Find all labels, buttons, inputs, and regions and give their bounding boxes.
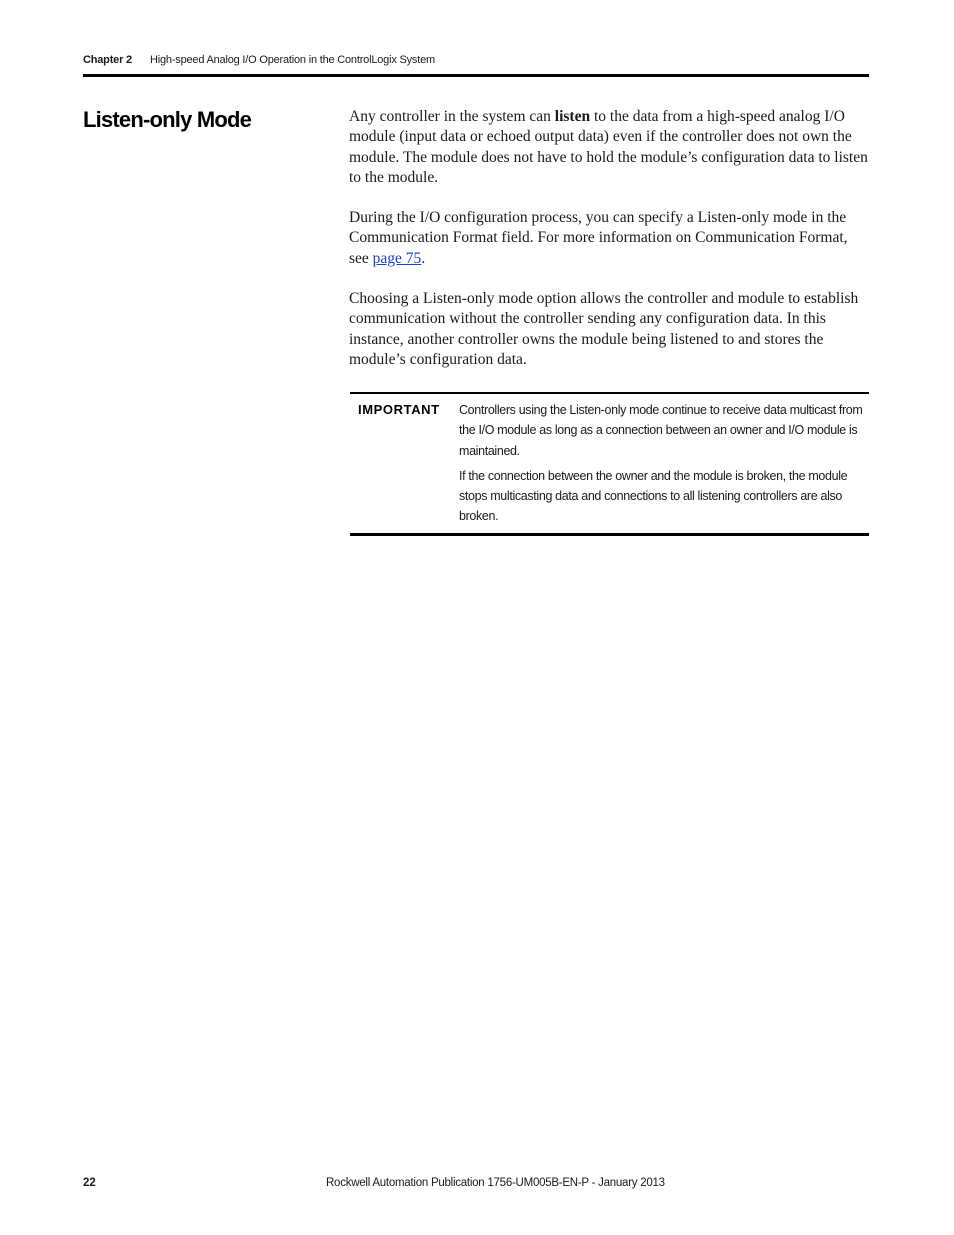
page-number: 22 xyxy=(83,1177,96,1189)
paragraph-listen-end: to the data from a high-speed analog I/O module (input data or echoed output data) even if the controller does not own the module. The module does not have to hold the module’s configuration data to listen to the module. xyxy=(349,108,868,186)
paragraph-configuration xyxy=(349,208,869,269)
section-heading: Listen-only Mode xyxy=(83,107,252,132)
important-text xyxy=(459,400,869,527)
important-label: IMPORTANT xyxy=(358,402,440,417)
important-text-1: Controllers using the Listen-only mode continue to receive data multicast from the I/O module as long as a connection between an owner and I/O module is maintained. xyxy=(459,403,863,458)
running-header xyxy=(83,52,869,72)
chapter-number: Chapter 2 xyxy=(83,54,132,66)
paragraph-configuration-start: During the I/O configuration process, you can specify a Listen-only mode in the Communication Format field. For more information on Communication Format, see xyxy=(349,209,848,267)
important-notice xyxy=(350,392,869,536)
paragraph-listen xyxy=(349,107,869,188)
paragraph-listen-start: Any controller in the system can xyxy=(349,108,555,125)
listen-emphasis: listen xyxy=(554,108,591,125)
publication-info: Rockwell Automation Publication 1756-UM005B-EN-P - January 2013 xyxy=(326,1177,665,1189)
important-text-2: If the connection between the owner and the module is broken, the module stops multicasting data and connections to all listening controllers are also broken. xyxy=(459,468,848,524)
paragraph-configuration-end: . xyxy=(421,249,426,267)
page-75-link[interactable]: page 75 xyxy=(372,249,422,267)
chapter-title: High-speed Analog I/O Operation in the ControlLogix System xyxy=(150,54,435,66)
paragraph-choosing: Choosing a Listen-only mode option allows the controller and module to establish communication without the controller sending any configuration data. In this instance, another controller owns the module being listened to and stores the module’s configuration data. xyxy=(349,290,859,368)
body-text xyxy=(349,107,869,390)
header-rule xyxy=(83,74,869,77)
